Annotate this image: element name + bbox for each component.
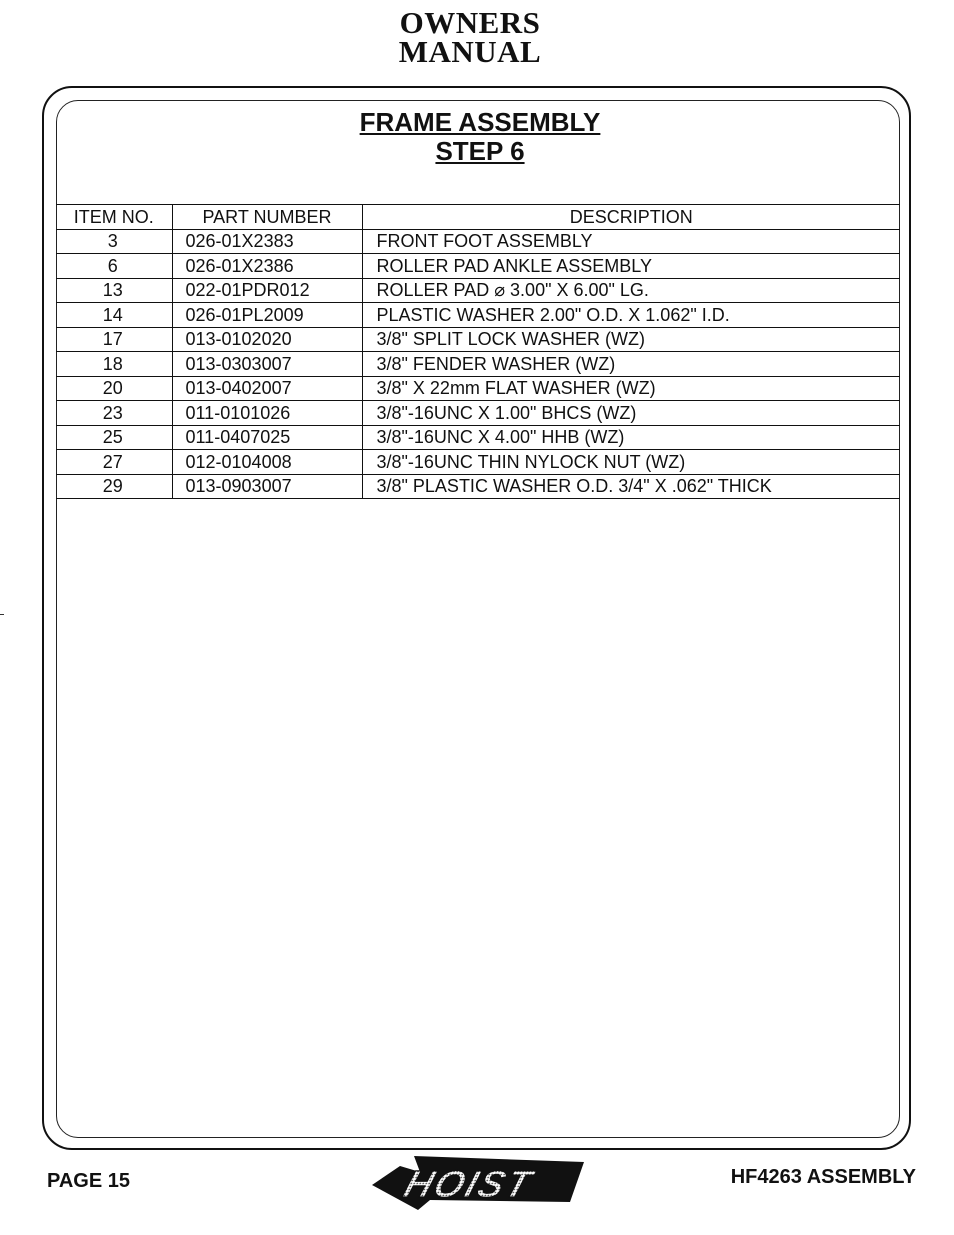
part-number: 011-0101026	[172, 401, 362, 426]
item-number: 25	[56, 425, 172, 450]
table-row	[56, 229, 900, 254]
part-number: 026-01PL2009	[172, 303, 362, 328]
table-row	[56, 474, 900, 499]
table-row	[56, 450, 900, 475]
part-description: 3/8" X 22mm FLAT WASHER (WZ)	[362, 376, 900, 401]
part-number: 013-0102020	[172, 327, 362, 352]
part-number: 026-01X2386	[172, 254, 362, 279]
part-number: 012-0104008	[172, 450, 362, 475]
manual-title	[0, 5, 940, 69]
manual-title-line1: OWNERS	[399, 5, 541, 40]
section-title: FRAME ASSEMBLY	[359, 107, 601, 137]
table-header-row	[56, 205, 900, 230]
part-description: FRONT FOOT ASSEMBLY	[362, 229, 900, 254]
parts-table-body	[56, 229, 900, 499]
part-number: 013-0402007	[172, 376, 362, 401]
hoist-logo-text: HOIST	[398, 1163, 539, 1206]
part-description: PLASTIC WASHER 2.00" O.D. X 1.062" I.D.	[362, 303, 900, 328]
table-row	[56, 278, 900, 303]
table-row	[56, 401, 900, 426]
part-description: 3/8"-16UNC X 1.00" BHCS (WZ)	[362, 401, 900, 426]
item-number: 17	[56, 327, 172, 352]
part-number: 022-01PDR012	[172, 278, 362, 303]
part-description: 3/8" SPLIT LOCK WASHER (WZ)	[362, 327, 900, 352]
model-label: HF4263 ASSEMBLY	[730, 1166, 916, 1188]
section-heading	[300, 108, 660, 166]
parts-table	[56, 204, 900, 499]
item-number: 27	[56, 450, 172, 475]
table-row	[56, 376, 900, 401]
manual-title-line2: MANUAL	[398, 34, 542, 69]
part-description: 3/8"-16UNC X 4.00" HHB (WZ)	[362, 425, 900, 450]
part-number: 013-0303007	[172, 352, 362, 377]
part-number: 011-0407025	[172, 425, 362, 450]
table-row	[56, 352, 900, 377]
item-number: 6	[56, 254, 172, 279]
step-title: STEP 6	[435, 136, 525, 166]
item-number: 14	[56, 303, 172, 328]
table-row	[56, 254, 900, 279]
part-description: 3/8" PLASTIC WASHER O.D. 3/4" X .062" THICK	[362, 474, 900, 499]
part-description: ROLLER PAD ⌀ 3.00" X 6.00" LG.	[362, 278, 900, 303]
table-row	[56, 327, 900, 352]
page-number: PAGE 15	[47, 1170, 130, 1192]
part-description: 3/8" FENDER WASHER (WZ)	[362, 352, 900, 377]
hoist-logo	[370, 1152, 590, 1212]
item-number: 20	[56, 376, 172, 401]
part-description: 3/8"-16UNC THIN NYLOCK NUT (WZ)	[362, 450, 900, 475]
part-number: 026-01X2383	[172, 229, 362, 254]
item-number: 3	[56, 229, 172, 254]
margin-mark	[0, 614, 4, 615]
table-row	[56, 303, 900, 328]
header-item-no: ITEM NO.	[56, 205, 172, 230]
item-number: 13	[56, 278, 172, 303]
part-description: ROLLER PAD ANKLE ASSEMBLY	[362, 254, 900, 279]
table-row	[56, 425, 900, 450]
item-number: 23	[56, 401, 172, 426]
item-number: 18	[56, 352, 172, 377]
header-description: DESCRIPTION	[362, 205, 900, 230]
header-part-number: PART NUMBER	[172, 205, 362, 230]
item-number: 29	[56, 474, 172, 499]
part-number: 013-0903007	[172, 474, 362, 499]
